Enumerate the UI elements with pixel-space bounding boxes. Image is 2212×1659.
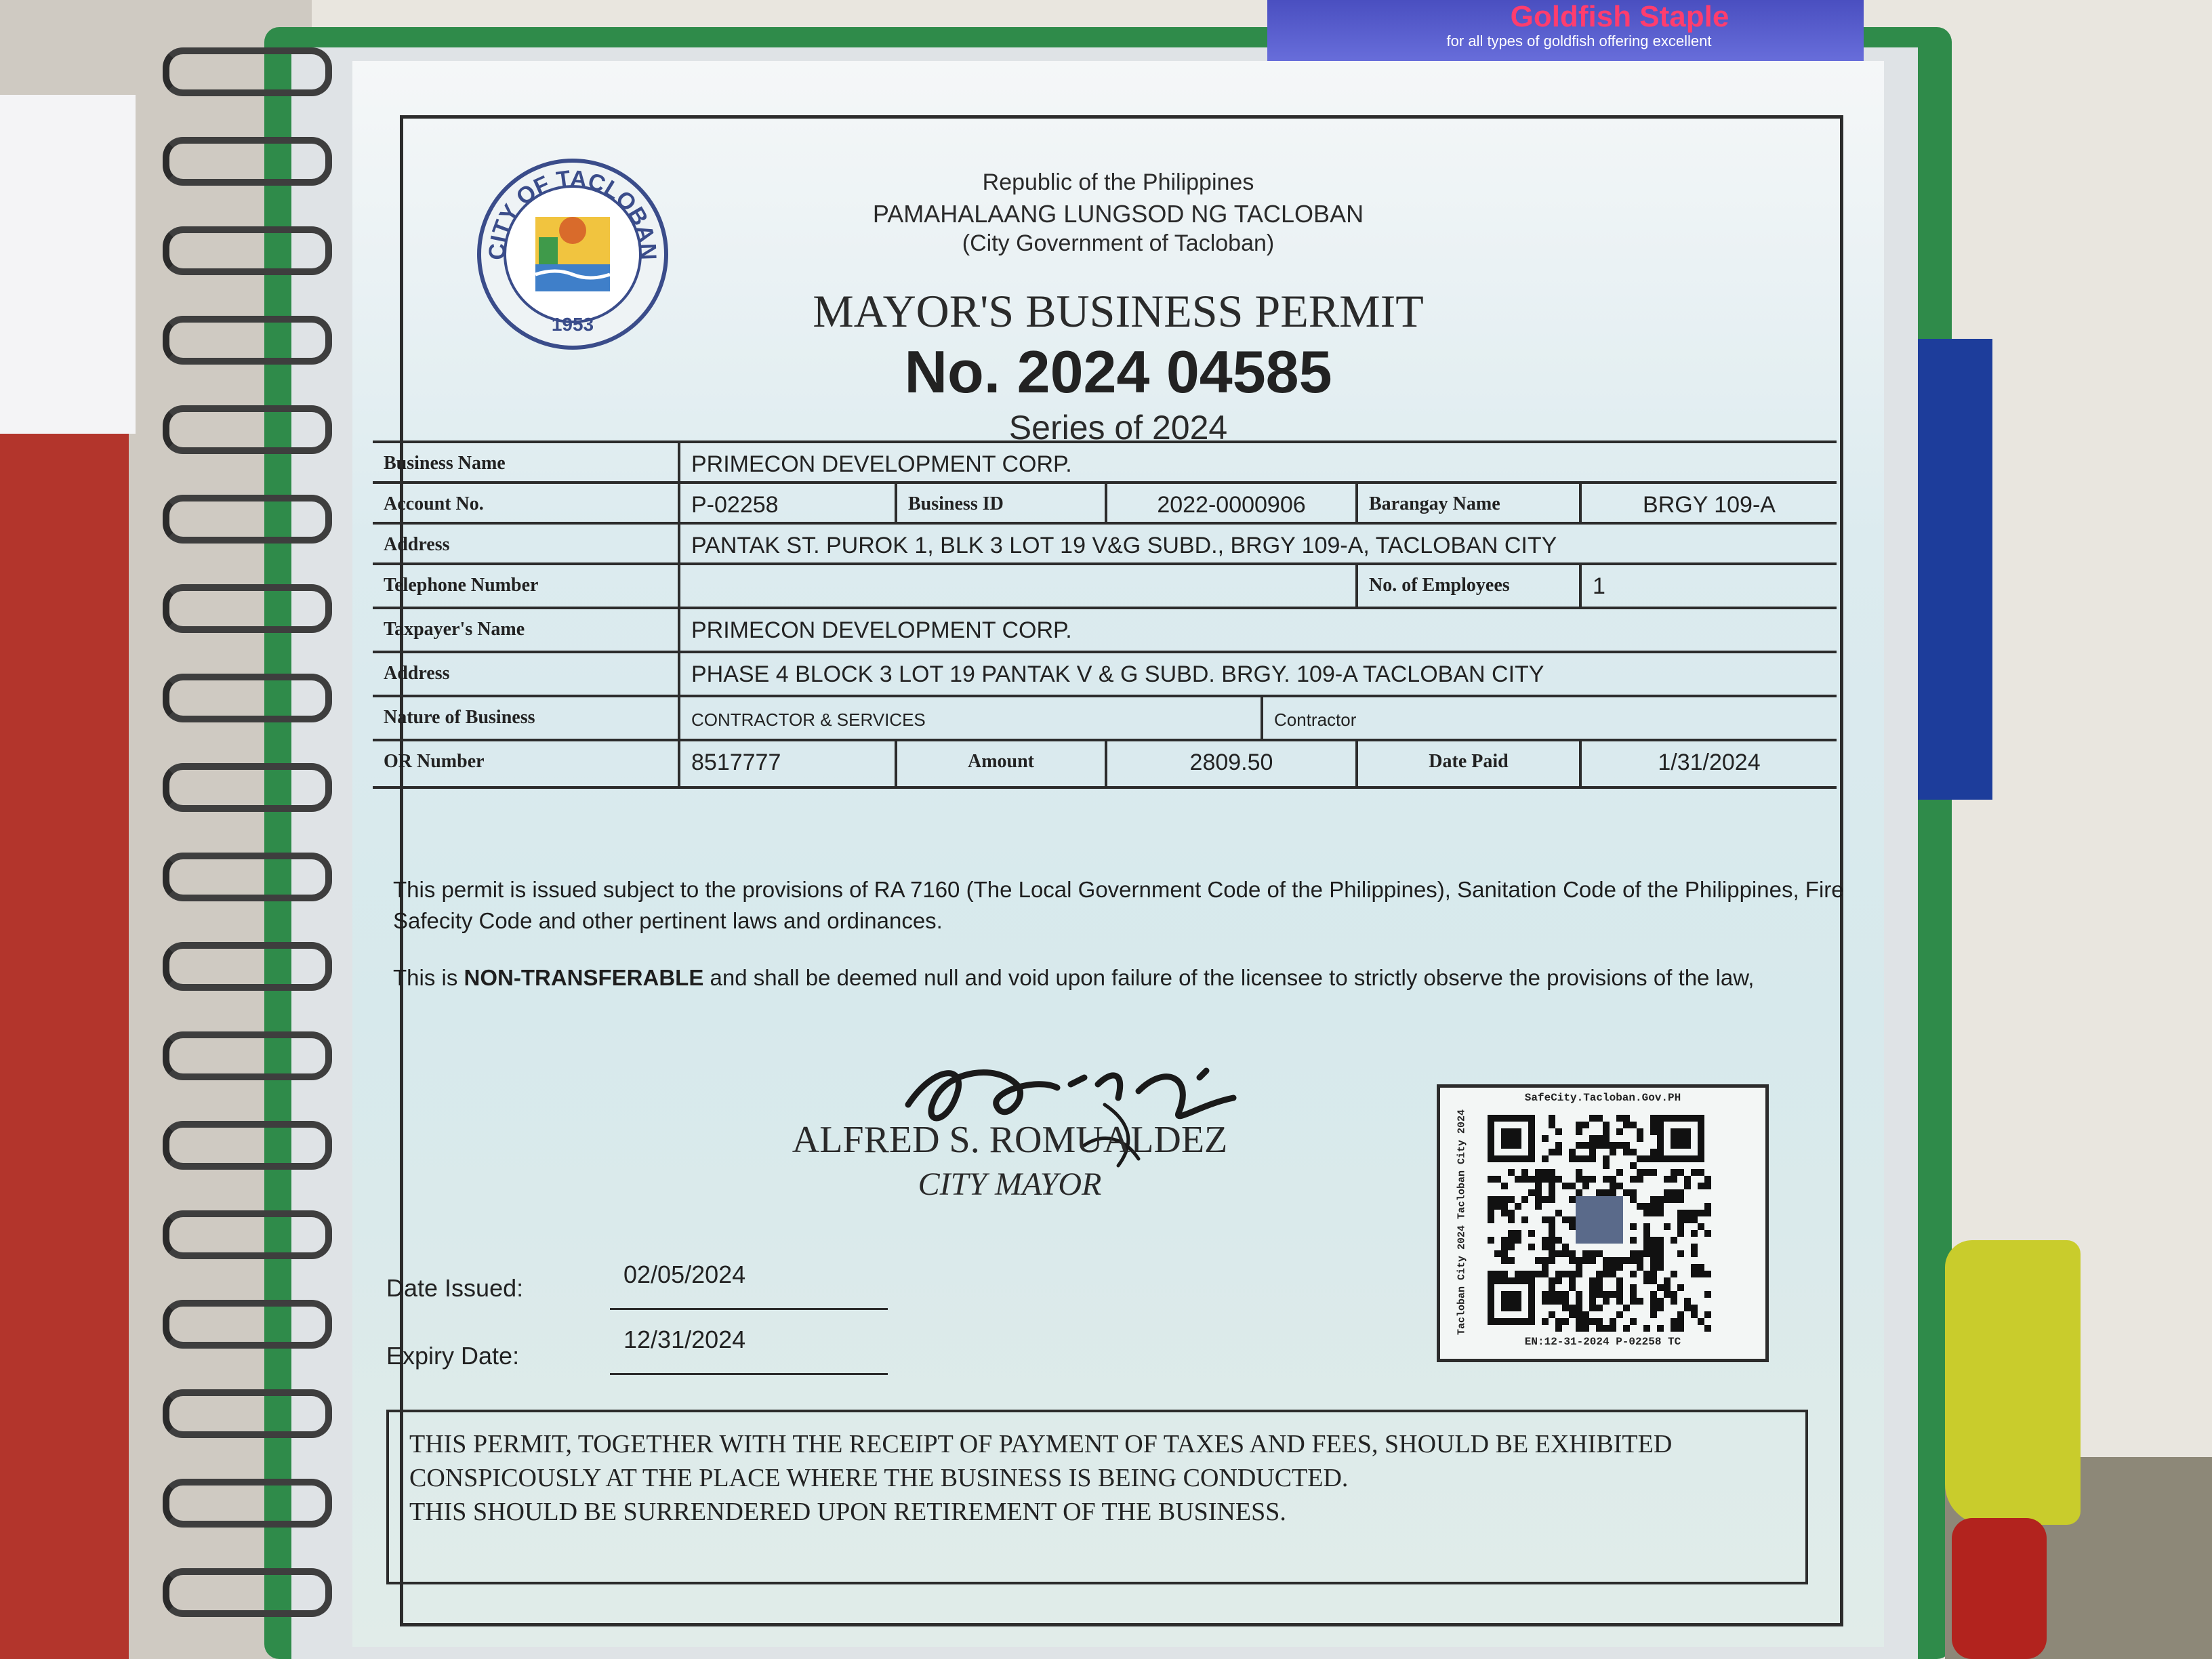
footer-notice-box: [386, 1410, 1808, 1584]
para2-suffix: and shall be deemed null and void upon failure of the licensee to strictly observe the provisions of the law,: [703, 965, 1755, 990]
footer-notice: [409, 1427, 1792, 1529]
business-name-value: PRIMECON DEVELOPMENT CORP.: [678, 443, 1837, 484]
telephone-value: [678, 565, 1355, 609]
nature-value: CONTRACTOR & SERVICES: [678, 697, 1261, 741]
binder-ring: [163, 1031, 332, 1080]
permit-title: MAYOR'S BUSINESS PERMIT: [813, 285, 1424, 337]
snack-bag-text: Goldfish Staple: [1510, 0, 1729, 33]
white-card: [0, 95, 136, 434]
business-name-label: Business Name: [384, 453, 506, 474]
date-issued-label: Date Issued:: [386, 1274, 524, 1302]
binder-ring: [163, 1210, 332, 1259]
amount-value: 2809.50: [1105, 741, 1355, 786]
mayor-name: ALFRED S. ROMUALDEZ: [792, 1119, 1228, 1161]
binder-ring: [163, 1568, 332, 1617]
binder-ring: [163, 763, 332, 812]
date-issued-value: 02/05/2024: [623, 1261, 746, 1288]
binder-ring: [163, 405, 332, 454]
city-government-line: PAMAHALAANG LUNGSOD NG TACLOBAN: [872, 200, 1364, 228]
taxpayer-address-value: PHASE 4 BLOCK 3 LOT 19 PANTAK V & G SUBD. BRGY. 109-A TACLOBAN CITY: [678, 653, 1837, 697]
taxpayer-label: Taxpayer's Name: [384, 619, 525, 640]
yellow-cloth: [1945, 1240, 2081, 1525]
employees-value: 1: [1579, 565, 1837, 609]
amount-label: Amount: [895, 741, 1105, 786]
permit-info-table: [373, 441, 1837, 870]
mayor-title: CITY MAYOR: [918, 1166, 1102, 1202]
qr-code-icon: [1488, 1115, 1711, 1332]
row-taxpayer: [373, 607, 1837, 653]
seal-year: 1953: [551, 314, 594, 335]
binder-ring: [163, 584, 332, 633]
qr-code-box: [1437, 1084, 1769, 1362]
or-number-label: OR Number: [384, 751, 485, 772]
snack-bag-subtext: for all types of goldfish offering excellent: [1446, 33, 1712, 49]
row-address: [373, 522, 1837, 565]
non-transferable-paragraph: [393, 962, 1850, 994]
footer-line-1: THIS PERMIT, TOGETHER WITH THE RECEIPT OF PAYMENT OF TAXES AND FEES, SHOULD BE EXHIBITED: [409, 1430, 1673, 1458]
republic-line: Republic of the Philippines: [982, 169, 1254, 195]
provisions-paragraph: This permit is issued subject to the provisions of RA 7160 (The Local Government Code of the Philippines), Sanitation Code of the Philippines, Fire Safecity Code and other pertinent laws and ordinances.: [393, 877, 1844, 933]
binder-ring: [163, 137, 332, 186]
business-permit: [352, 61, 1884, 1647]
footer-line-2: CONSPICOUSLY AT THE PLACE WHERE THE BUSINESS IS BEING CONDUCTED.: [409, 1464, 1349, 1492]
row-nature: [373, 695, 1837, 741]
binder-ring: [163, 495, 332, 544]
row-or: [373, 739, 1837, 789]
qr-side-text: Tacloban City 2024 Tacloban City 2024: [1456, 1109, 1468, 1336]
binder-ring: [163, 942, 332, 991]
permit-series: Series of 2024: [1008, 409, 1228, 447]
seal-text: CITY OF TACLOBAN: [484, 165, 661, 261]
taxpayer-address-label: Address: [384, 663, 450, 684]
city-government-en-line: (City Government of Tacloban): [962, 230, 1275, 256]
binder-ring: [163, 47, 332, 96]
binder-ring: [163, 674, 332, 722]
expiry-date-value: 12/31/2024: [623, 1326, 746, 1353]
binder-ring: [163, 1479, 332, 1528]
qr-bottom-text: EN:12-31-2024 P-02258 TC: [1524, 1336, 1681, 1348]
row-taxpayer-address: [373, 651, 1837, 697]
binder-ring: [163, 1300, 332, 1349]
taxpayer-value: PRIMECON DEVELOPMENT CORP.: [678, 609, 1837, 653]
nature-label: Nature of Business: [384, 707, 535, 728]
para2-prefix: This is: [393, 965, 464, 990]
footer-line-3: THIS SHOULD BE SURRENDERED UPON RETIREMENT OF THE BUSINESS.: [409, 1498, 1286, 1526]
or-number-value: 8517777: [678, 741, 895, 786]
non-transferable-text: NON-TRANSFERABLE: [464, 965, 704, 990]
expiry-date-label: Expiry Date:: [386, 1342, 520, 1370]
row-business-name: [373, 441, 1837, 484]
binder-ring: [163, 1389, 332, 1438]
binder-ring: [163, 853, 332, 901]
red-cloth: [1952, 1518, 2047, 1659]
account-no-value: P-02258: [678, 484, 895, 525]
barangay-value: BRGY 109-A: [1579, 484, 1837, 525]
business-id-label: Business ID: [895, 484, 1105, 525]
row-account: [373, 481, 1837, 525]
qr-top-text: SafeCity.Tacloban.Gov.PH: [1524, 1092, 1681, 1104]
date-paid-value: 1/31/2024: [1579, 741, 1837, 786]
red-folder: [0, 434, 129, 1659]
binder-ring: [163, 316, 332, 365]
address-value: PANTAK ST. PUROK 1, BLK 3 LOT 19 V&G SUBD., BRGY 109-A, TACLOBAN CITY: [678, 525, 1837, 565]
row-telephone: [373, 562, 1837, 609]
permit-number: No. 2024 04585: [904, 338, 1332, 405]
business-id-value: 2022-0000906: [1105, 484, 1355, 525]
date-issued-line: [610, 1308, 888, 1310]
employees-label: No. of Employees: [1355, 565, 1579, 609]
date-paid-label: Date Paid: [1355, 741, 1579, 786]
nature-type-value: Contractor: [1261, 697, 1837, 741]
expiry-date-line: [610, 1373, 888, 1375]
account-no-label: Account No.: [384, 493, 484, 514]
barangay-label: Barangay Name: [1355, 484, 1579, 525]
telephone-label: Telephone Number: [384, 575, 539, 596]
address-label: Address: [384, 534, 450, 555]
binder-ring: [163, 226, 332, 275]
